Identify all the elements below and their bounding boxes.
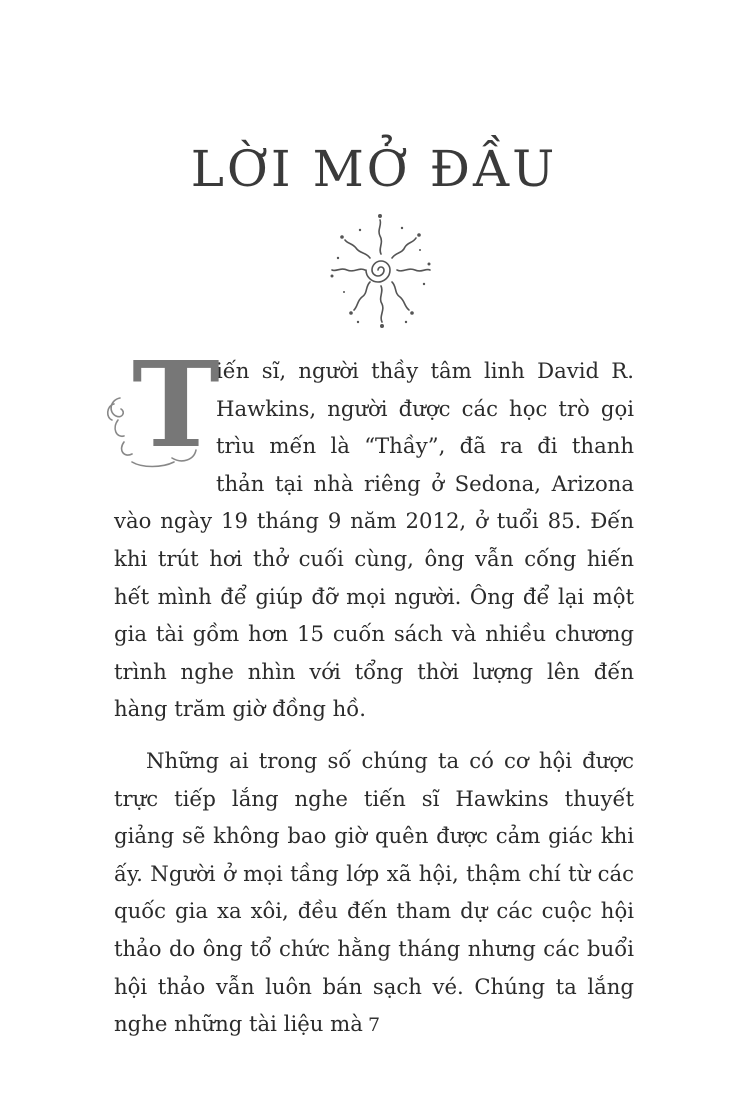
chapter-title: LỜI MỞ ĐẦU	[190, 140, 558, 198]
paragraph-2: Những ai trong số chúng ta có cơ hội được trực tiếp lắng nghe tiến sĩ Hawkins thuyết giảng sẽ không bao giờ quên được cảm giác khi ấy. Người ở mọi tầng lớp xã hội, thậm chí từ các quốc gia xa xôi, đều đến tham dự các cuộc hội thảo do ông tổ chức hằng tháng nhưng các buổi hội thảo vẫn luôn bán sạch vé. Chúng ta lắng nghe những tài liệu mà	[114, 747, 634, 1037]
body-text	[114, 335, 634, 1043]
page-number: 7	[367, 1014, 381, 1036]
paragraph-1	[114, 335, 634, 728]
drop-cap	[114, 335, 220, 474]
drop-cap-letter: T	[132, 335, 220, 474]
swirl-sun-icon	[330, 210, 432, 332]
paragraph-1-text: iến sĩ, người thầy tâm linh David R. Hawkins, người được các học trò gọi trìu mến là “Thầy”, đã ra đi thanh thản tại nhà riêng ở Sedona, Arizona vào ngày 19 tháng 9 năm 2012, ở tuổi 85. Đến khi trút hơi thở cuối cùng, ông vẫn cống hiến hết mình để giúp đỡ mọi người. Ông để lại một gia tài gồm hơn 15 cuốn sách và nhiều chương trình nghe nhìn với tổng thời lượng lên đến hàng trăm giờ đồng hồ.	[114, 358, 634, 722]
